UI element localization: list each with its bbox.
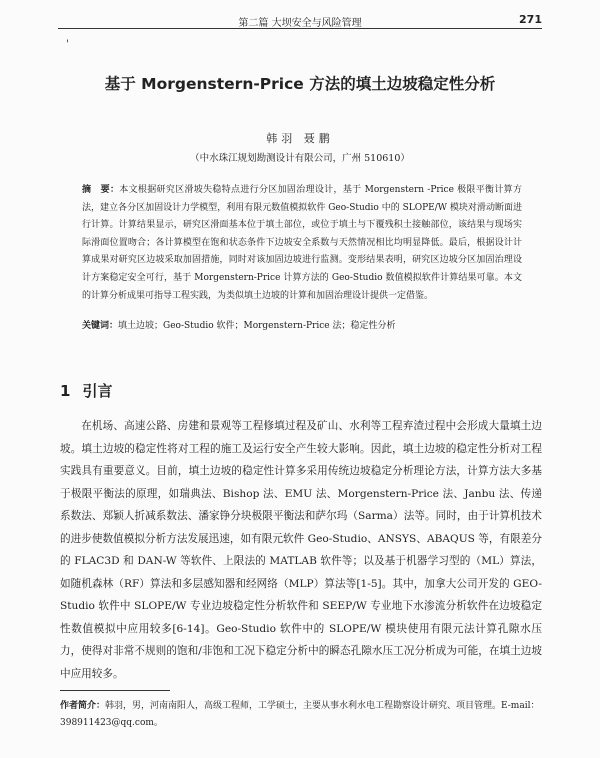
author-footnote	[60, 698, 542, 732]
section-number: 1	[60, 382, 71, 400]
affiliation: （中水珠江规划勘测设计有限公司，广州 510610）	[190, 153, 410, 164]
abstract-text: 本文根据研究区滑坡失稳特点进行分区加固治理设计，基于 Morgenstern -Price 极限平衡计算方法，建立各分区加固设计力学模型，利用有限元数值模拟软件 Geo-Studio 中的 SLOPE/W 模块对滑动断面进行计算。计算结果显示，研究区滑面基本位于填土部位，或位于填土与下覆残积土接触部位，该结果与现场实际滑面位置吻合；各计算模型在饱和状态条件下边坡安全系数与天然情况相比均明显降低。最后，根据设计计算成果对研究区边坡采取加固措施，同时对该加固边坡进行监测。变形结果表明，研究区边坡分区加固治理设计方案稳定安全可行，基于 Morgenstern-Price 计算方法的 Geo-Studio 数值模拟软件计算结果可靠。本文的计算分析成果可指导工程实践，为类似填土边坡的计算和加固治理设计提供一定借鉴。	[82, 185, 522, 301]
footnote-divider	[60, 690, 170, 691]
abstract	[82, 182, 522, 305]
footnote-label: 作者简介：	[60, 701, 106, 711]
footnote-text: 韩羽，男，河南南阳人，高级工程师，工学硕士，主要从事水利水电工程勘察设计研究、项目管理。E-mail：398911423@qq.com。	[60, 701, 540, 728]
keywords-label: 关键词：	[82, 321, 119, 331]
keywords-text: 填土边坡；Geo-Studio 软件；Morgenstern-Price 法；稳定性分析	[118, 321, 396, 331]
running-header-chapter: 第二篇 大坝安全与风险管理	[238, 18, 362, 29]
paper-title: 基于 Morgenstern-Price 方法的填土边坡稳定性分析	[104, 75, 496, 93]
section-title: 引言	[82, 382, 113, 400]
abstract-label: 摘 要：	[82, 185, 120, 195]
body-paragraph: 在机场、高速公路、房建和景观等工程修填过程及矿山、水利等工程弃渣过程中会形成大量填土边坡。填土边坡的稳定性将对工程的施工及运行安全产生较大影响。因此，填土边坡的稳定性分析对工程实践具有重要意义。目前，填土边坡的稳定性计算多采用传统边坡稳定分析理论方法，计算方法大多基于极限平衡法的原理，如瑞典法、Bishop 法、EMU 法、Morgenstern-Price 法、Janbu 法、传递系数法、郑颖人折减系数法、潘家铮分块极限平衡法和萨尔玛（Sarma）法等。同时，由于计算机技术的进步使数值模拟分析方法发展迅速，如有限元软件 Geo-Studio、ANSYS、ABAQUS 等，有限差分的 FLAC3D 和 DAN-W 等软件、上限法的 MATLAB 软件等；以及基于机器学习型的（ML）算法，如随机森林（RF）算法和多层感知器和经网络（MLP）算法等[1-5]。其中，加拿大公司开发的 GEO-Studio 软件中 SLOPE/W 专业边坡稳定性分析软件和 SEEP/W 专业地下水渗流分析软件在边坡稳定性数值模拟中应用较多[6-14]。Geo-Studio 软件中的 SLOPE/W 模块使用有限元法计算孔隙水压力，使得对非常不规则的饱和/非饱和工况下稳定分析中的瞬态孔隙水压工况分析成为可能，在填土边坡中应用较多。	[60, 420, 542, 680]
authors: 韩羽 聂鹏	[266, 132, 334, 145]
running-header	[58, 12, 542, 29]
section-heading	[60, 380, 112, 401]
margin-mark: '	[66, 39, 69, 50]
keywords	[82, 319, 522, 333]
page-number: 271	[519, 13, 542, 26]
